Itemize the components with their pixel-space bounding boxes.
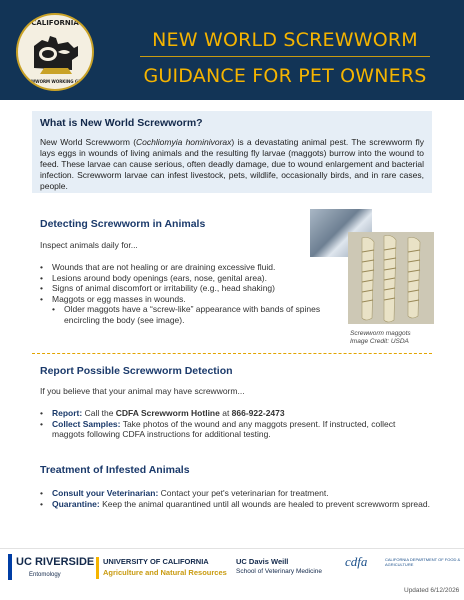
list-item: • Lesions around body openings (ears, nose, genital area). <box>40 273 340 284</box>
list-sub-item: • Older maggots have a “screw-like” appearance with bands of spines encircling the body (see image). <box>40 304 340 325</box>
ucanr-logo-mark <box>96 557 99 579</box>
header-banner <box>0 0 464 100</box>
ucdavis-line2: School of Veterinary Medicine <box>236 568 322 575</box>
screwworm-maggots-photo <box>348 232 434 324</box>
logo-top-text: CALIFORNIA <box>31 19 79 27</box>
ucanr-line2: Agriculture and Natural Resources <box>103 568 227 577</box>
intro-box <box>32 111 432 193</box>
treatment-list <box>40 488 430 509</box>
logo-bottom-text: SCREWWORM WORKING GROUP <box>19 79 91 84</box>
detecting-lead: Inspect animals daily for... <box>40 240 138 250</box>
report-lead: If you believe that your animal may have screwworm... <box>40 386 245 396</box>
list-item: • Maggots or egg masses in wounds. <box>40 294 340 305</box>
animals-silhouette-icon <box>28 28 84 80</box>
uc-riverside-name: UC RIVERSIDE <box>16 556 95 568</box>
consult-text: Contact your pet's veterinarian for treatment. <box>158 488 329 498</box>
report-label: Report: <box>52 408 83 418</box>
intro-text-before: New World Screwworm ( <box>40 137 137 147</box>
footer-divider <box>0 548 464 549</box>
report-text: Call the <box>82 408 116 418</box>
treatment-heading: Treatment of Infested Animals <box>40 464 190 476</box>
detecting-heading: Detecting Screwworm in Animals <box>40 218 206 230</box>
report-at: at <box>219 408 232 418</box>
list-item <box>40 488 430 499</box>
cdfa-logo: cdfa <box>345 554 368 569</box>
maggot-larvae-image <box>348 232 434 324</box>
intro-heading: What is New World Screwworm? <box>40 117 203 129</box>
list-item <box>40 408 430 419</box>
report-heading: Report Possible Screwworm Detection <box>40 365 233 377</box>
intro-text-after: ) is a devastating animal pest. The screwworm fly lays eggs in wounds of living animals and the resulting fly larvae (maggots) burrow into the wound to feed. These larvae can cause serious, often deadly damage, due to wound enlargement and bacterial infection. Screwworm larvae can infest livestock, pets, wildlife, occasionally birds, and in rare cases, people. <box>40 137 425 191</box>
california-screwworm-working-group-logo <box>16 13 94 91</box>
title-divider <box>140 56 430 57</box>
scientific-name: Cochliomyia hominivorax <box>136 137 232 147</box>
updated-date: Updated 6/12/2026 <box>404 587 460 594</box>
detecting-list <box>40 262 340 325</box>
list-item <box>40 419 430 440</box>
uc-riverside-logo-mark <box>8 554 12 580</box>
intro-text <box>40 137 424 192</box>
list-item: • Signs of animal discomfort or irritability (e.g., head shaking) <box>40 283 340 294</box>
image-caption <box>350 330 411 346</box>
list-item: • Wounds that are not healing or are draining excessive fluid. <box>40 262 340 273</box>
hotline-name: CDFA Screwworm Hotline <box>115 408 220 418</box>
hotline-phone: 866-922-2473 <box>231 408 285 418</box>
quarantine-label: Quarantine: <box>52 498 100 509</box>
ucdavis-line1: UC Davis Weill <box>236 557 289 566</box>
report-list <box>40 408 430 440</box>
section-divider <box>32 353 432 354</box>
list-item <box>40 499 430 510</box>
collect-label: Collect Samples: <box>52 418 121 429</box>
page-title-line1: NEW WORLD SCREWWORM <box>152 29 418 51</box>
ucanr-line1: UNIVERSITY OF CALIFORNIA <box>103 557 209 566</box>
collect-text: Take photos of the wound and any maggots present. If instructed, collect maggots following CDFA instructions for additional testing. <box>52 418 396 439</box>
quarantine-text: Keep the animal quarantined until all wounds are healed to prevent screwworm spread. <box>99 498 430 509</box>
caption-line1: Screwworm maggots <box>350 330 411 337</box>
caption-line2: Image Credit: USDA <box>350 338 409 345</box>
consult-label: Consult your Veterinarian: <box>52 488 159 498</box>
page-title-line2: GUIDANCE FOR PET OWNERS <box>143 65 427 87</box>
uc-riverside-dept: Entomology <box>29 572 61 578</box>
cdfa-name: CALIFORNIA DEPARTMENT OF FOOD & AGRICULTURE <box>385 557 461 567</box>
